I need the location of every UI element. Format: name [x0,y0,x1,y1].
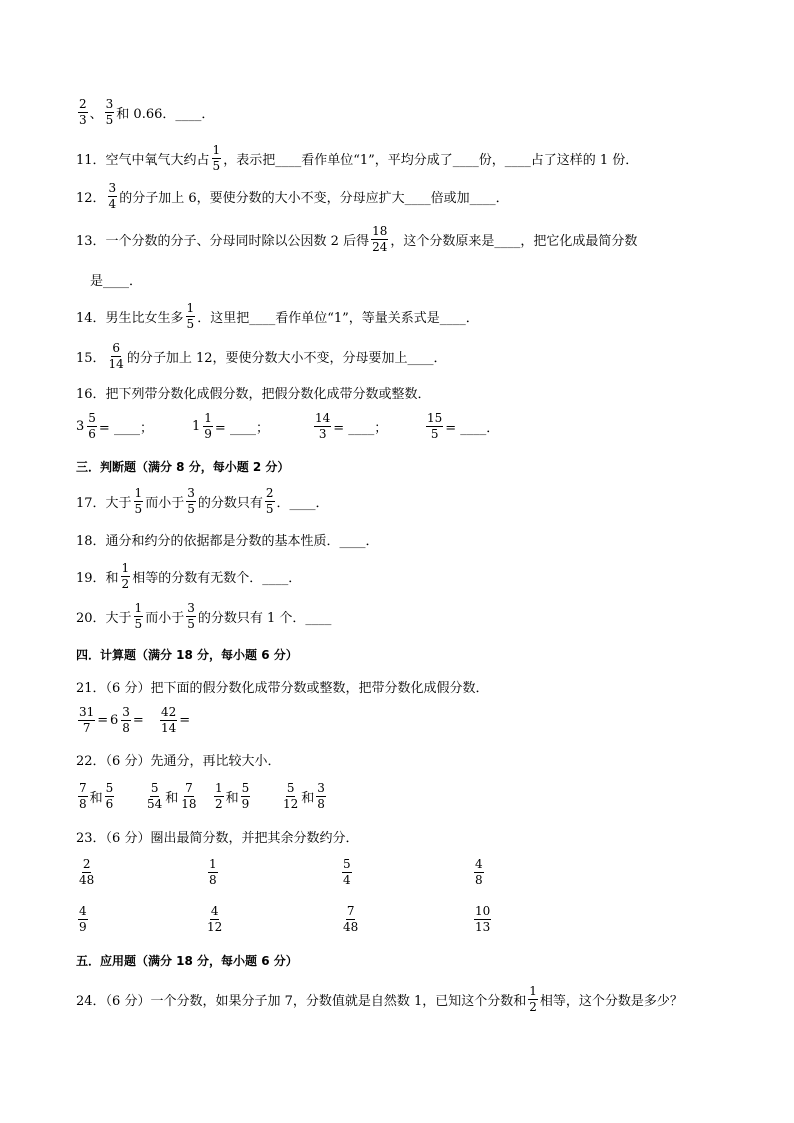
fraction: $\frac{1}{2}$ [215,781,223,811]
fraction: $\frac{3}{5}$ [187,601,195,631]
fraction: $\frac{31}{7}$ [79,705,95,735]
question-11: 11．空气中氧气大约占 $\frac{1}{5}$ ，表示把____看作单位“1”，平均分成了____份，____占了这样的 1 份． [76,143,639,173]
fraction-cell [340,858,354,887]
question-22: 22．（6 分）先通分，再比较大小． [76,754,281,769]
conversion-item: $\frac{15}{5}$ = ____． [427,411,500,441]
fraction-cell [76,858,97,887]
conversion-item: $\frac{31}{7}$ = [79,705,109,735]
fraction: $\frac{1}{5}$ [134,601,143,631]
fraction: $\frac{5}{12}$ [283,781,299,811]
compare-pair: $\frac{7}{8}$ 和 $\frac{5}{6}$ [79,781,114,811]
fraction: $\frac{2}{5}$ [265,486,274,516]
question-20: 20．大于 $\frac{1}{5}$ 而小于 $\frac{3}{5}$ 的分数只有 1 个．____ [76,601,332,631]
compare-pair: $\frac{1}{2}$ 和 $\frac{5}{9}$ [215,781,250,811]
section-heading: 五．应用题（满分 18 分，每小题 6 分） [76,954,298,968]
conversion-item: 1 $\frac{1}{9}$ = ____； [192,411,269,441]
fraction: $\frac{10}{13}$ [475,904,491,934]
fraction-cell [472,905,493,934]
question-18: 18．通分和约分的依据都是分数的基本性质．____． [76,534,379,549]
fraction: $\frac{1}{8}$ [209,857,217,887]
fraction: $\frac{3}{8}$ [317,781,325,811]
fraction-cell [206,858,220,887]
conversion-item: $\frac{42}{14}$ = [161,705,191,735]
fraction: $\frac{4}{9}$ [79,904,87,934]
fraction: $\frac{5}{9}$ [241,781,250,811]
compare-pair: $\frac{5}{54}$ 和 $\frac{7}{18}$ [147,781,197,811]
section-heading: 三．判断题（满分 8 分，每小题 2 分） [76,460,290,474]
question-23: 23．（6 分）圈出最简分数，并把其余分数约分． [76,831,359,846]
fraction: $\frac{5}{6}$ [105,781,114,811]
fraction-cell [76,905,90,934]
question-12: 12． $\frac{3}{4}$ 的分子加上 6，要使分数的大小不变，分母应扩大____倍或加____． [76,181,509,211]
question-24: 24．（6 分）一个分数，如果分子加 7，分数值就是自然数 1，已知这个分数和 $\frac{1}{2}$ 相等，这个分数是多少？ [76,984,683,1014]
fraction: $\frac{5}{4}$ [343,857,351,887]
fraction: $\frac{7}{18}$ [181,781,197,811]
fraction: $\frac{3}{5}$ [187,486,195,516]
question-14: 14．男生比女生多 $\frac{1}{5}$ ．这里把____看作单位“1”，等量关系式是____． [76,301,479,331]
question-13-continued: 是____． [90,274,143,289]
fraction-cell [204,905,225,934]
question-13: 13．一个分数的分子、分母同时除以公因数 2 后得 $\frac{18}{24}$ ，这个分数原来是____，把它化成最简分数 [76,224,638,254]
question-21: 21．（6 分）把下面的假分数化成带分数或整数，把带分数化成假分数． [76,681,489,696]
question-19: 19．和 $\frac{1}{2}$ 相等的分数有无数个．____． [76,561,302,591]
fraction: $\frac{4}{12}$ [207,904,223,934]
fraction: $\frac{2}{3}$ [79,97,87,127]
fraction: $\frac{3}{5}$ [105,97,114,127]
fraction-cell [340,905,361,934]
conversion-item: $\frac{14}{3}$ = ____； [315,411,388,441]
fraction: $\frac{4}{8}$ [475,857,483,887]
fraction: $\frac{1}{9}$ [204,411,212,441]
fraction: $\frac{1}{2}$ [121,561,130,591]
conversion-item: 3 $\frac{5}{6}$ = ____； [76,411,153,441]
fraction: $\frac{5}{54}$ [147,781,163,811]
fraction: $\frac{7}{8}$ [79,781,87,811]
question-10-tail: $\frac{2}{3}$ 、 $\frac{3}{5}$ 和 0.66．____． [79,97,215,127]
conversion-item: 6 $\frac{3}{8}$ = [110,705,144,735]
question-17: 17．大于 $\frac{1}{5}$ 而小于 $\frac{3}{5}$ 的分数只有 $\frac{2}{5}$ ．____． [76,486,329,516]
fraction: $\frac{7}{48}$ [343,904,359,934]
question-15: 15． $\frac{6}{14}$ 的分子加上 12，要使分数大小不变，分母要加上____． [76,341,447,371]
section-heading: 四．计算题（满分 18 分，每小题 6 分） [76,648,298,662]
fraction: $\frac{5}{6}$ [88,411,96,441]
fraction: $\frac{1}{5}$ [134,486,143,516]
fraction: $\frac{3}{4}$ [108,181,117,211]
fraction: $\frac{1}{5}$ [186,301,195,331]
fraction: $\frac{1}{5}$ [212,143,221,173]
fraction: $\frac{14}{3}$ [315,411,331,441]
fraction: $\frac{15}{5}$ [427,411,443,441]
fraction: $\frac{42}{14}$ [161,705,177,735]
fraction: $\frac{3}{8}$ [122,705,130,735]
question-16: 16．把下列带分数化成假分数，把假分数化成带分数或整数． [76,387,431,402]
fraction: $\frac{6}{14}$ [108,341,124,371]
compare-pair: $\frac{5}{12}$ 和 $\frac{3}{8}$ [283,781,325,811]
fraction: $\frac{1}{2}$ [529,984,537,1014]
fraction: $\frac{2}{48}$ [79,857,95,887]
fraction-cell [472,858,486,887]
fraction: $\frac{18}{24}$ [372,224,388,254]
